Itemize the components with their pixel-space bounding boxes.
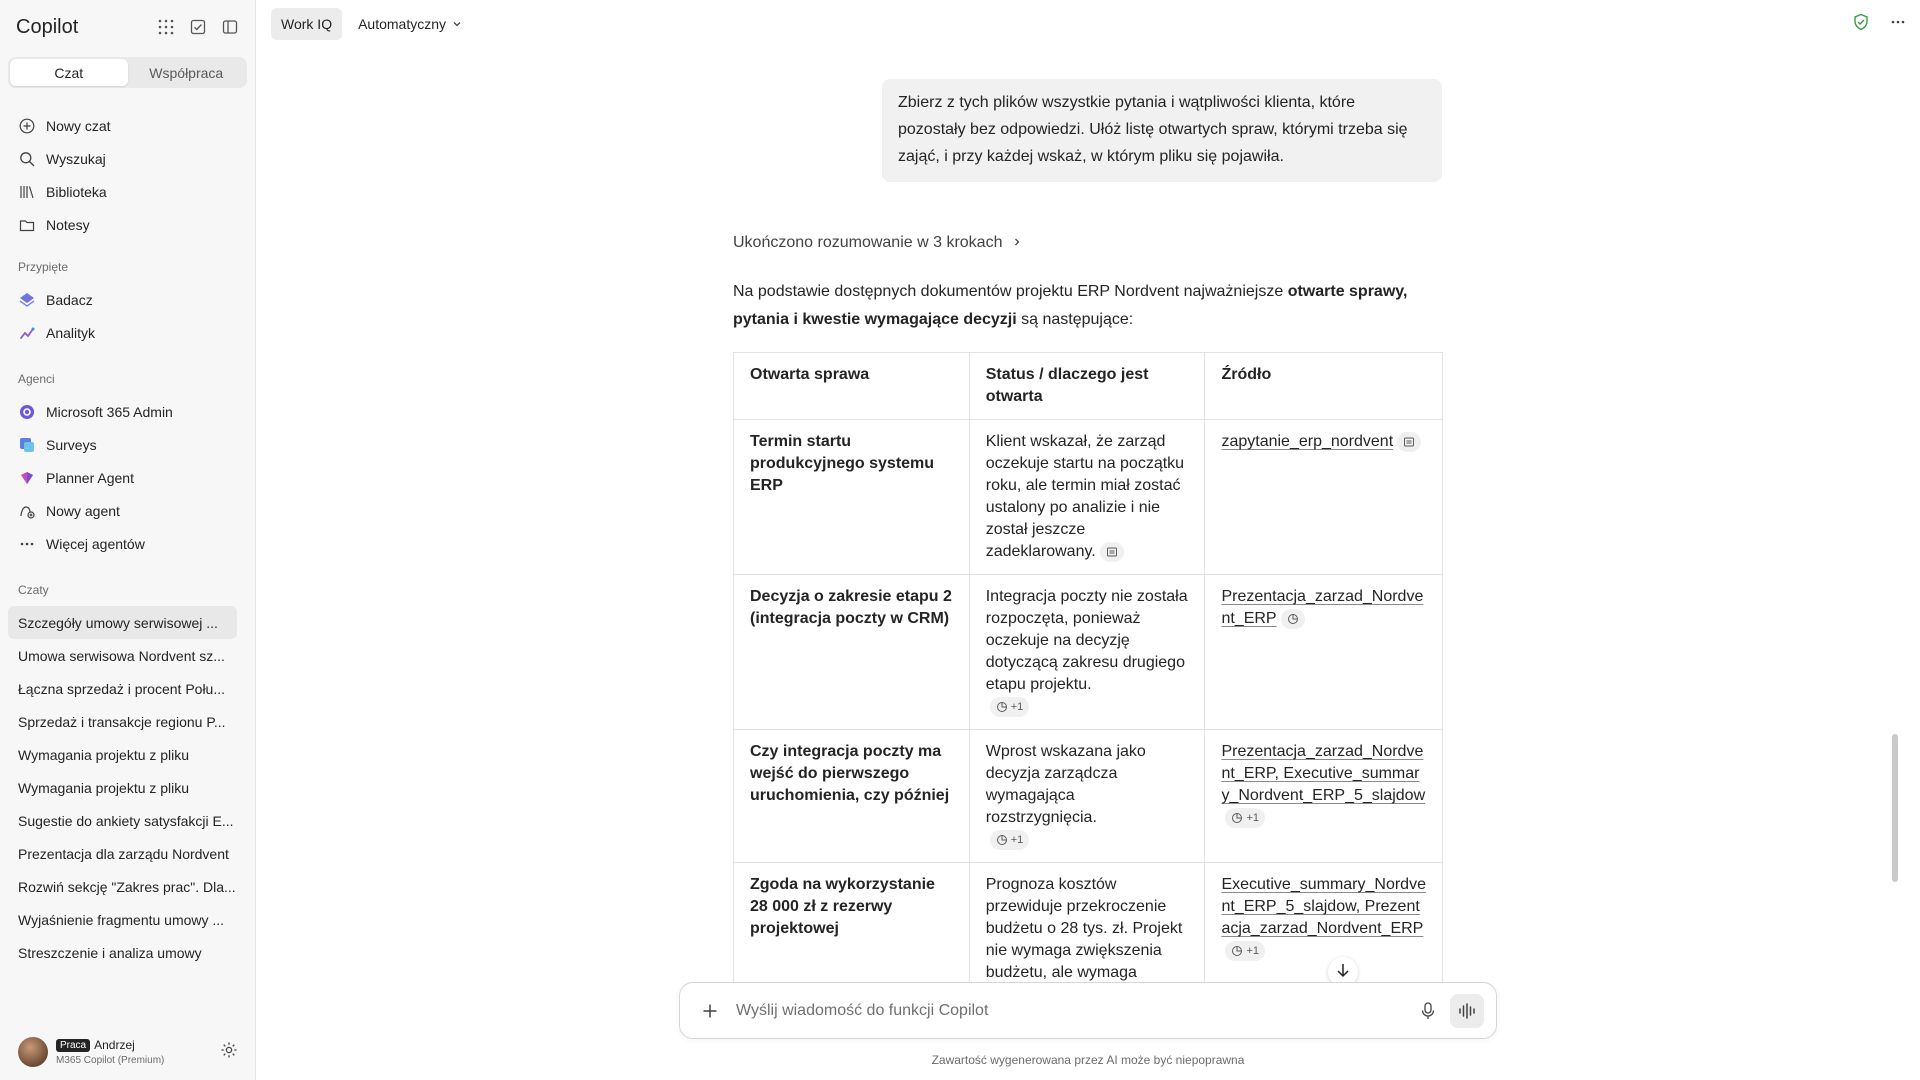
agent-label: Więcej agentów bbox=[46, 535, 145, 552]
nav-label: Notesy bbox=[46, 216, 90, 233]
chat-item[interactable]: Szczegóły umowy serwisowej ... bbox=[8, 606, 237, 639]
researcher-icon bbox=[18, 291, 36, 309]
chat-item[interactable]: Wymagania projektu z pliku bbox=[18, 746, 190, 763]
apps-grid-icon[interactable] bbox=[157, 18, 175, 36]
issue-source bbox=[1205, 420, 1443, 575]
tab-chat[interactable]: Czat bbox=[10, 59, 128, 86]
agent-more[interactable] bbox=[0, 527, 255, 560]
intro-text-end: są następujące: bbox=[1016, 311, 1134, 328]
reasoning-toggle[interactable] bbox=[733, 234, 1022, 252]
citation-chip[interactable] bbox=[1281, 609, 1305, 629]
more-icon bbox=[18, 535, 36, 553]
citation-count: +1 bbox=[1010, 833, 1024, 846]
citation-count: +1 bbox=[1246, 811, 1259, 824]
chat-item[interactable]: Sugestie do ankiety satysfakcji E... bbox=[18, 812, 234, 829]
nav-label: Biblioteka bbox=[46, 183, 107, 200]
status-text: Integracja poczty nie została rozpoczęta, ponieważ oczekuje na decyzję dotyczącą zakresu drugiego etapu projektu. bbox=[985, 588, 1188, 693]
pinned-section-label: Przypięte bbox=[18, 260, 69, 274]
collapse-sidebar-icon[interactable] bbox=[221, 18, 239, 36]
nav-notebooks[interactable] bbox=[0, 208, 255, 241]
citation-chip[interactable] bbox=[1100, 542, 1124, 562]
avatar[interactable] bbox=[18, 1037, 48, 1067]
intro-bold: otwarte sprawy, pytania i kwestie wymagające decyzji bbox=[733, 283, 1408, 328]
analyst-icon bbox=[18, 324, 36, 342]
scrollbar[interactable] bbox=[1892, 734, 1898, 882]
top-bar bbox=[256, 0, 1920, 48]
open-issues-table bbox=[733, 352, 1443, 996]
issue-source bbox=[1205, 575, 1443, 730]
citation-chip[interactable] bbox=[1225, 941, 1265, 961]
table-row bbox=[734, 420, 1443, 575]
shield-check-icon[interactable] bbox=[1852, 13, 1870, 36]
issue-status bbox=[969, 420, 1205, 575]
powerpoint-citation-icon bbox=[1231, 945, 1243, 957]
chat-item[interactable]: Łączna sprzedaż i procent Połu... bbox=[18, 680, 226, 697]
chat-item[interactable]: Wymagania projektu z pliku bbox=[18, 779, 190, 796]
add-attachment-icon[interactable] bbox=[698, 1003, 722, 1019]
nav-library[interactable] bbox=[0, 175, 255, 208]
response-intro bbox=[733, 278, 1443, 334]
agent-new[interactable] bbox=[0, 494, 255, 527]
nav-label: Nowy czat bbox=[46, 117, 111, 134]
citation-chip[interactable] bbox=[990, 830, 1030, 850]
chat-item[interactable]: Sprzedaż i transakcje regionu P... bbox=[18, 713, 226, 730]
citation-chip[interactable] bbox=[1225, 808, 1265, 828]
app-title: Copilot bbox=[16, 15, 79, 38]
user-message: Zbierz z tych plików wszystkie pytania i wątpliwości klienta, które pozostały bez odpowiedzi. Ułóż listę otwartych spraw, którymi trzeba się zająć, i przy każdej wskaż, w którym pliku się pojawiła. bbox=[882, 79, 1442, 182]
agent-label: Microsoft 365 Admin bbox=[46, 403, 173, 420]
pinned-researcher[interactable] bbox=[0, 283, 255, 316]
citation-count: +1 bbox=[1246, 944, 1259, 957]
chat-item[interactable]: Streszczenie i analiza umowy bbox=[18, 944, 202, 961]
user-profile[interactable] bbox=[0, 1024, 256, 1080]
issue-status bbox=[969, 730, 1205, 863]
mode-switch bbox=[8, 57, 247, 88]
message-composer bbox=[679, 982, 1497, 1039]
new-agent-icon bbox=[18, 502, 36, 520]
agent-label: Surveys bbox=[46, 436, 97, 453]
document-citation-icon bbox=[1106, 546, 1118, 558]
issue-topic: Termin startu produkcyjnego systemu ERP bbox=[734, 420, 970, 575]
issue-topic: Zgoda na wykorzystanie 28 000 zł z rezerwy projektowej bbox=[734, 863, 970, 996]
chat-list bbox=[0, 606, 255, 969]
status-text: Klient wskazał, że zarząd oczekuje startu na początku roku, ale termin miał zostać ustalony po analizie i nie został jeszcze zadeklarowany. bbox=[985, 433, 1185, 560]
status-text: Prognoza kosztów przewiduje przekroczenie budżetu o 28 tys. zł. Projekt nie wymaga zwiększenia budżetu, ale wymaga bbox=[985, 876, 1183, 981]
folder-icon bbox=[18, 216, 36, 234]
main-nav bbox=[0, 109, 255, 241]
issue-source bbox=[1205, 863, 1443, 996]
ai-disclaimer: Zawartość wygenerowana przez AI może być niepoprawna bbox=[931, 1053, 1245, 1067]
issue-status bbox=[969, 863, 1205, 996]
table-row bbox=[734, 575, 1443, 730]
agent-label: Nowy agent bbox=[46, 502, 120, 519]
issue-topic: Czy integracja poczty ma wejść do pierwszego uruchomienia, czy później bbox=[734, 730, 970, 863]
work-iq-button[interactable]: Work IQ bbox=[271, 8, 342, 40]
agent-m365-admin[interactable] bbox=[0, 395, 255, 428]
chat-item[interactable]: Wyjaśnienie fragmentu umowy ... bbox=[18, 911, 225, 928]
chat-item[interactable]: Prezentacja dla zarządu Nordvent bbox=[18, 845, 229, 862]
nav-label: Wyszukaj bbox=[46, 150, 106, 167]
plus-circle-icon bbox=[18, 117, 36, 135]
arrow-down-icon bbox=[1335, 962, 1351, 983]
planner-icon bbox=[18, 469, 36, 487]
chat-item[interactable]: Umowa serwisowa Nordvent sz... bbox=[18, 647, 225, 664]
source-link[interactable]: Prezentacja_zarzad_Nordvent_ERP bbox=[1221, 588, 1424, 627]
user-name: Andrzej bbox=[94, 1038, 135, 1052]
tasks-check-icon[interactable] bbox=[189, 18, 207, 36]
issue-topic: Decyzja o zakresie etapu 2 (integracja poczty w CRM) bbox=[734, 575, 970, 730]
search-icon bbox=[18, 150, 36, 168]
sidebar bbox=[0, 0, 256, 1080]
chevron-right-icon bbox=[1012, 234, 1022, 252]
document-citation-icon bbox=[1403, 436, 1415, 448]
issue-source bbox=[1205, 730, 1443, 863]
mode-label: Automatyczny bbox=[358, 16, 447, 32]
pinned-label: Badacz bbox=[46, 291, 93, 308]
intro-text: Na podstawie dostępnych dokumentów projektu ERP Nordvent najważniejsze bbox=[733, 283, 1288, 300]
surveys-icon bbox=[18, 436, 36, 454]
agent-planner[interactable] bbox=[0, 461, 255, 494]
table-row bbox=[734, 730, 1443, 863]
column-header: Źródło bbox=[1205, 353, 1443, 420]
mode-dropdown[interactable] bbox=[348, 8, 472, 40]
nav-new-chat[interactable] bbox=[0, 109, 255, 142]
library-icon bbox=[18, 183, 36, 201]
settings-gear-icon[interactable] bbox=[220, 1041, 238, 1064]
tab-collaboration[interactable]: Współpraca bbox=[149, 64, 224, 81]
powerpoint-citation-icon bbox=[1287, 613, 1299, 625]
chats-section-label: Czaty bbox=[18, 583, 49, 597]
work-badge: Praca bbox=[56, 1039, 90, 1052]
table-header-row bbox=[734, 353, 1443, 420]
pinned-label: Analityk bbox=[46, 324, 96, 341]
conversation-area bbox=[256, 48, 1904, 981]
citation-chip[interactable] bbox=[1397, 432, 1421, 452]
column-header: Status / dlaczego jest otwarta bbox=[969, 353, 1205, 420]
microphone-icon[interactable] bbox=[1414, 997, 1442, 1025]
citation-count: +1 bbox=[1010, 700, 1024, 713]
agent-label: Planner Agent bbox=[46, 469, 134, 486]
powerpoint-citation-icon bbox=[996, 701, 1008, 713]
message-input[interactable] bbox=[736, 1002, 1414, 1020]
voice-mode-icon[interactable] bbox=[1450, 994, 1484, 1028]
chevron-down-icon bbox=[452, 16, 462, 32]
chat-item[interactable]: Rozwiń sekcję "Zakres prac". Dla... bbox=[18, 878, 236, 895]
powerpoint-citation-icon bbox=[1231, 812, 1243, 824]
agent-surveys[interactable] bbox=[0, 428, 255, 461]
user-plan: M365 Copilot (Premium) bbox=[56, 1055, 165, 1066]
citation-chip[interactable] bbox=[990, 697, 1030, 717]
status-text: Wprost wskazana jako decyzja zarządcza wymagająca rozstrzygnięcia. bbox=[985, 743, 1146, 826]
nav-search[interactable] bbox=[0, 142, 255, 175]
sidebar-header bbox=[0, 0, 255, 54]
admin-gear-icon bbox=[18, 403, 36, 421]
issue-status bbox=[969, 575, 1205, 730]
pinned-analyst[interactable] bbox=[0, 316, 255, 349]
source-link[interactable]: zapytanie_erp_nordvent bbox=[1221, 433, 1394, 450]
reasoning-label: Ukończono rozumowanie w 3 krokach bbox=[733, 234, 1003, 251]
source-link[interactable]: Prezentacja_zarzad_Nordvent_ERP, Executive_summary_Nordvent_ERP_5_slajdow bbox=[1221, 743, 1426, 804]
more-options-icon[interactable] bbox=[1890, 14, 1906, 35]
column-header: Otwarta sprawa bbox=[734, 353, 970, 420]
powerpoint-citation-icon bbox=[996, 834, 1008, 846]
source-link[interactable]: Executive_summary_Nordvent_ERP_5_slajdow, Prezentacja_zarzad_Nordvent_ERP bbox=[1221, 876, 1426, 937]
agents-section-label: Agenci bbox=[18, 372, 55, 386]
